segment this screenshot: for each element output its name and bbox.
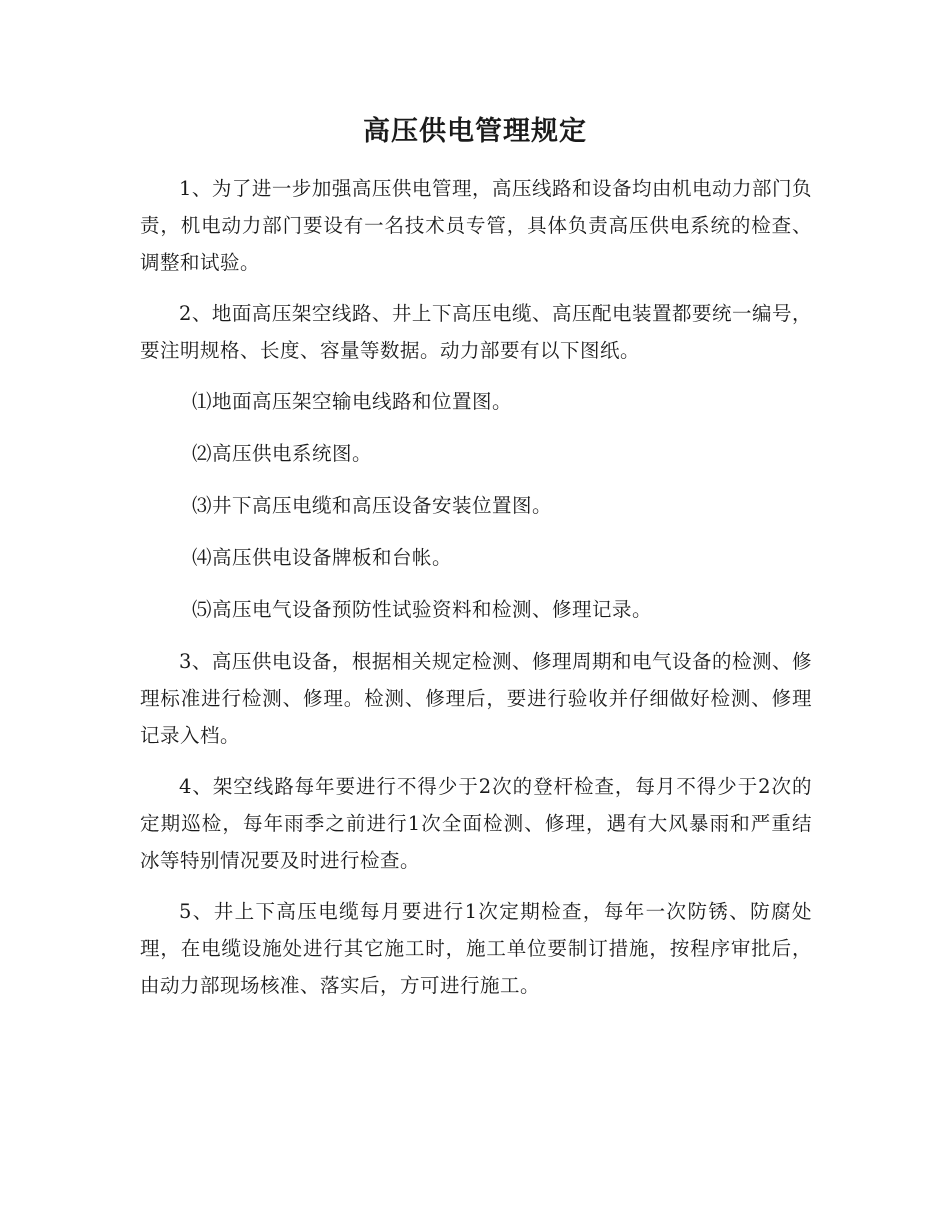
list-item-3: ⑶井下高压电缆和高压设备安装位置图。 xyxy=(192,494,553,517)
paragraph-2: 2、地面高压架空线路、井上下高压电缆、高压配电装置都要统一编号，要注明规格、长度、容量等数据。动力部要有以下图纸。 xyxy=(140,302,812,362)
paragraph-4: 4、架空线路每年要进行不得少于2次的登杆检查，每月不得少于2次的定期巡检，每年雨季之前进行1次全面检测、修理，遇有大风暴雨和严重结冰等特别情况要及时进行检查。 xyxy=(140,775,812,872)
paragraph-3: 3、高压供电设备，根据相关规定检测、修理周期和电气设备的检测、修理标准进行检测、修理。检测、修理后，要进行验收并仔细做好检测、修理记录入档。 xyxy=(140,650,812,747)
list-item-4: ⑷高压供电设备牌板和台帐。 xyxy=(192,546,453,569)
document-body xyxy=(140,170,812,1018)
list-item-1: ⑴地面高压架空输电线路和位置图。 xyxy=(192,390,513,413)
list-item-2: ⑵高压供电系统图。 xyxy=(192,442,373,465)
paragraph-1: 1、为了进一步加强高压供电管理，高压线路和设备均由机电动力部门负责，机电动力部门要设有一名技术员专管，具体负责高压供电系统的检查、调整和试验。 xyxy=(140,177,812,274)
list-item-5: ⑸高压电气设备预防性试验资料和检测、修理记录。 xyxy=(192,598,653,621)
document-title: 高压供电管理规定 xyxy=(363,116,587,147)
paragraph-5: 5、井上下高压电缆每月要进行1次定期检查，每年一次防锈、防腐处理，在电缆设施处进行其它施工时，施工单位要制订措施，按程序审批后，由动力部现场核准、落实后，方可进行施工。 xyxy=(140,900,812,997)
